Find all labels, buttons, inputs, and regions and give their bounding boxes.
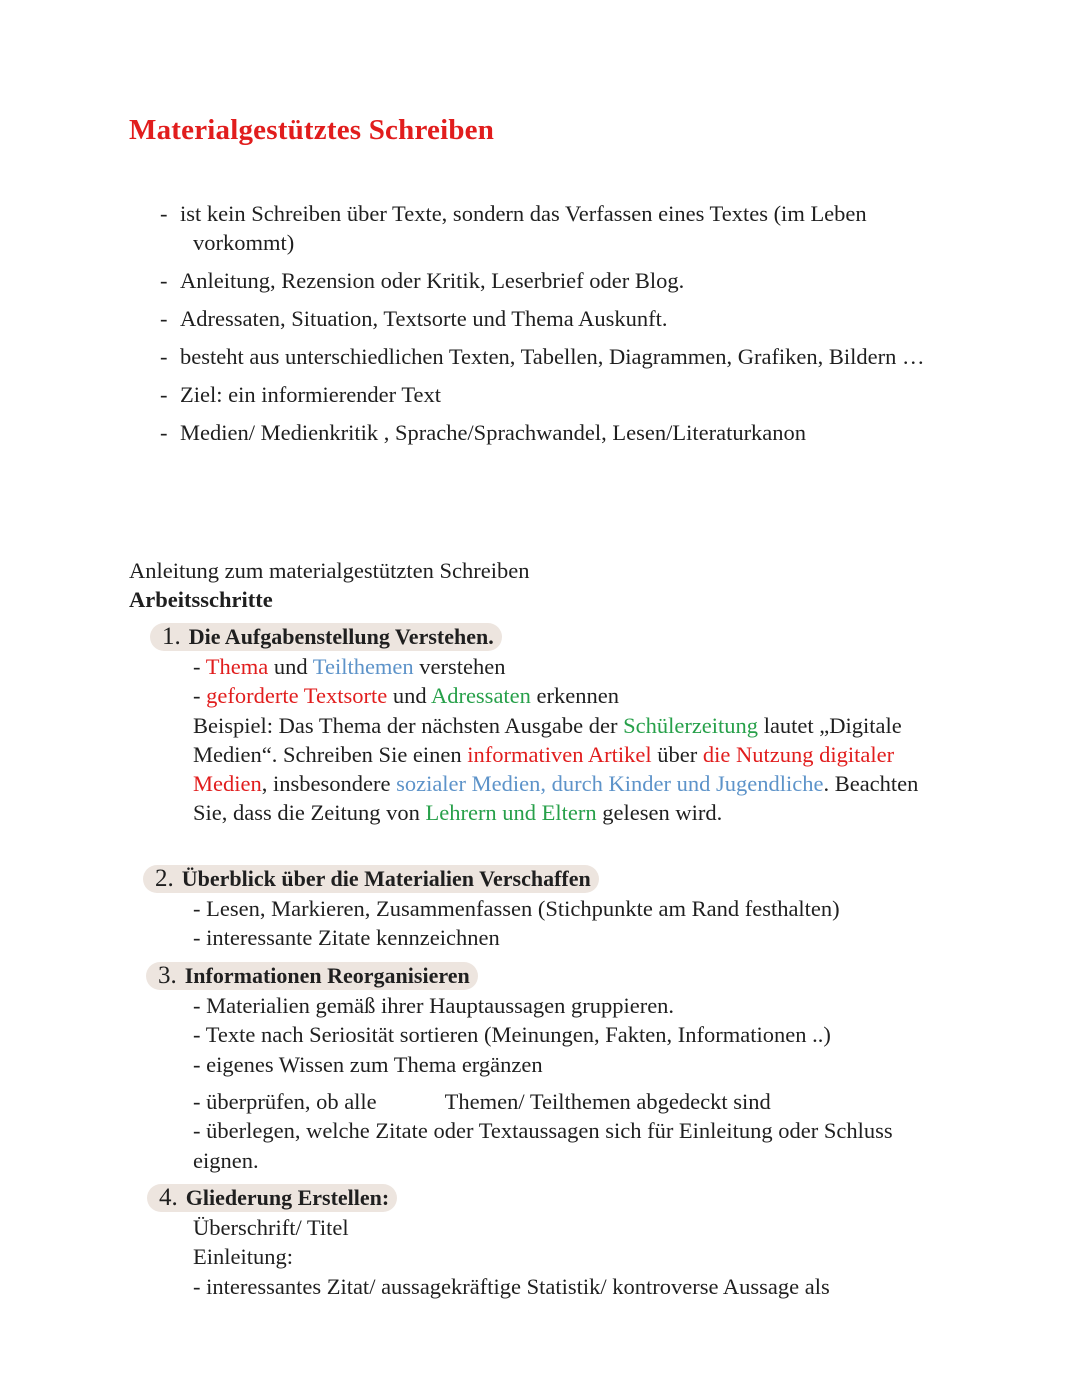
- step-1-body: [193, 652, 938, 828]
- step-line: - Thema und Teilthemen verstehen: [193, 654, 506, 679]
- step-number: 3.: [158, 962, 177, 989]
- step-line: - interessantes Zitat/ aussagekräftige Statistik/ kontroverse Aussage als: [193, 1273, 830, 1299]
- step-line: - interessante Zitate kennzeichnen: [193, 925, 500, 951]
- step-line: - überprüfen, ob alle Themen/ Teilthemen abgedeckt sind: [193, 1089, 771, 1114]
- step-line: - eigenes Wissen zum Thema ergänzen: [193, 1051, 543, 1077]
- list-item: - Ziel: ein informierender Text: [160, 382, 442, 407]
- step-line: Überschrift/ Titel: [193, 1215, 349, 1240]
- step-number: 4.: [159, 1184, 178, 1211]
- example-paragraph: Beispiel: Das Thema der nächsten Ausgabe der Schülerzeitung lautet „Digitale Medien“. Schreiben Sie einen informativen Artikel über die Nutzung digitaler Medien, insbesondere sozialer Medien, durch Kinder und Jugendliche. Beachten Sie, dass die Zeitung von Lehrern und Eltern gelesen wird.: [193, 712, 919, 826]
- step-line: - geforderte Textsorte und Adressaten erkennen: [193, 683, 619, 709]
- step-title: Gliederung Erstellen:: [185, 1185, 390, 1210]
- step-title: Überblick über die Materialien Verschaffen: [181, 866, 591, 891]
- step-1-heading: [150, 623, 502, 651]
- page-title: Materialgestütztes Schreiben: [129, 114, 495, 146]
- section-subtitle: Anleitung zum materialgestützten Schreiben: [129, 558, 530, 583]
- step-line: Einleitung:: [193, 1244, 293, 1270]
- step-3-body-continued: [193, 1087, 938, 1175]
- section-heading: Arbeitsschritte: [129, 587, 273, 612]
- step-line: - Lesen, Markieren, Zusammenfassen (Stichpunkte am Rand festhalten): [193, 896, 840, 921]
- step-4-heading: [147, 1184, 397, 1212]
- step-4-body: [193, 1213, 938, 1301]
- step-line: - Materialien gemäß ihrer Hauptaussagen gruppieren.: [193, 993, 675, 1018]
- step-2-body: [193, 894, 938, 953]
- list-item: - Anleitung, Rezension oder Kritik, Leserbrief oder Blog.: [160, 268, 685, 293]
- step-number: 1.: [162, 623, 181, 650]
- step-title: Die Aufgabenstellung Verstehen.: [188, 624, 494, 649]
- list-item: - besteht aus unterschiedlichen Texten, Tabellen, Diagrammen, Grafiken, Bildern …: [160, 344, 925, 369]
- step-2-heading: [143, 865, 599, 893]
- step-line: - überlegen, welche Zitate oder Textaussagen sich für Einleitung oder Schluss eignen.: [193, 1118, 893, 1173]
- list-item: - ist kein Schreiben über Texte, sondern das Verfassen eines Textes (im Leben vorkommt): [160, 201, 867, 255]
- step-line: - Texte nach Seriosität sortieren (Meinungen, Fakten, Informationen ..): [193, 1022, 831, 1048]
- step-3-heading: [146, 962, 478, 990]
- list-item: - Medien/ Medienkritik , Sprache/Sprachwandel, Lesen/Literaturkanon: [160, 420, 807, 445]
- intro-bullet-list: [160, 199, 940, 456]
- step-title: Informationen Reorganisieren: [184, 963, 470, 988]
- step-number: 2.: [155, 865, 174, 892]
- list-item: - Adressaten, Situation, Textsorte und Thema Auskunft.: [160, 306, 668, 331]
- step-3-body: [193, 991, 938, 1079]
